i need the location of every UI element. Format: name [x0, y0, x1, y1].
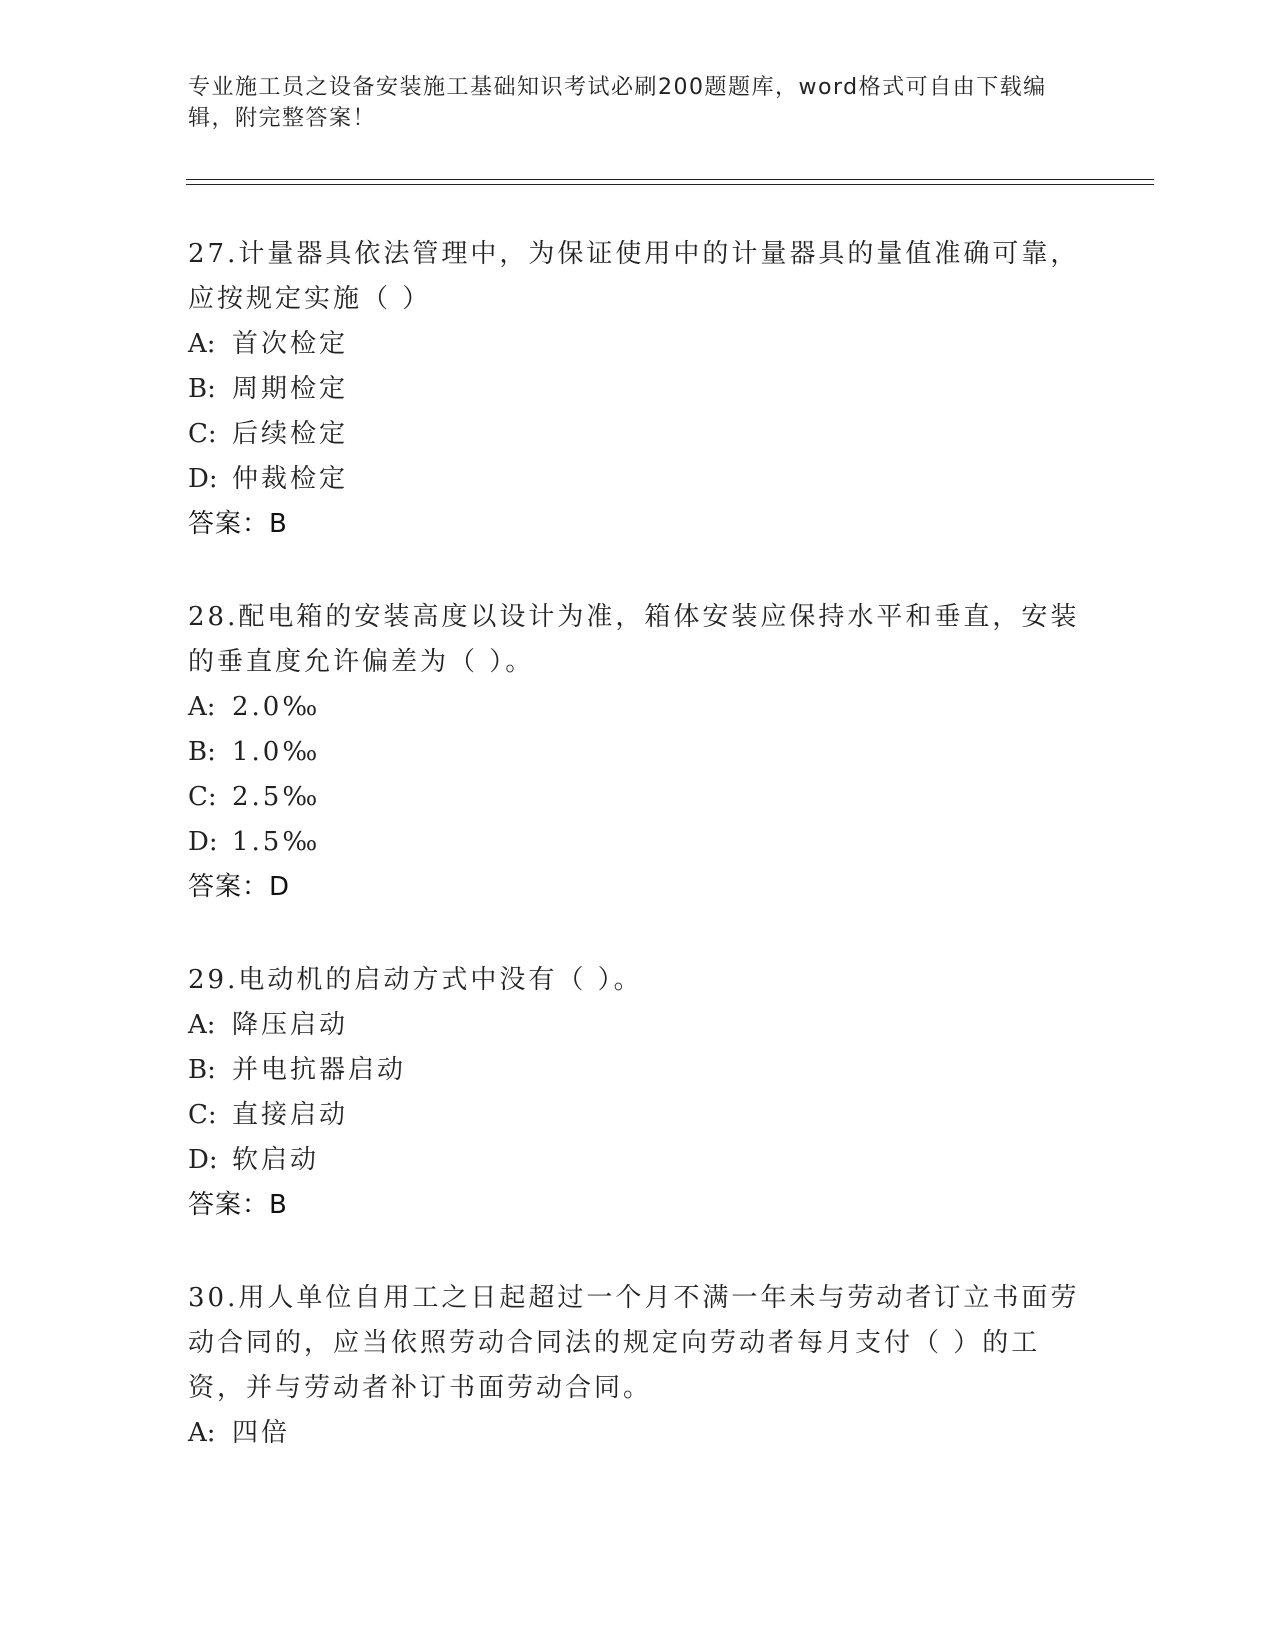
option-letter: A:	[188, 329, 216, 359]
option-a	[188, 1003, 1088, 1048]
option-letter: A:	[188, 1418, 216, 1448]
answer-value: B	[269, 509, 288, 539]
option-text: 1.5‰	[232, 827, 321, 857]
document-header: 专业施工员之设备安装施工基础知识考试必刷200题题库，word格式可自由下载编辑，附完整答案！	[188, 75, 1047, 131]
option-text: 并电抗器启动	[232, 1055, 407, 1085]
option-letter: C:	[188, 1100, 217, 1130]
option-letter: D:	[188, 464, 218, 494]
answer-label: 答案：	[188, 1190, 270, 1220]
option-text: 1.0‰	[232, 737, 321, 767]
option-b	[188, 367, 1088, 412]
option-c	[188, 1093, 1088, 1138]
option-text: 2.5‰	[232, 782, 321, 812]
question-28	[188, 595, 1088, 910]
option-b	[188, 1048, 1088, 1093]
option-letter: A:	[188, 692, 216, 722]
answer-value: B	[269, 1190, 288, 1220]
option-text: 2.0‰	[232, 692, 321, 722]
question-stem: 30.用人单位自用工之日起超过一个月不满一年未与劳动者订立书面劳动合同的，应当依照劳动合同法的规定向劳动者每月支付（ ）的工资，并与劳动者补订书面劳动合同。	[188, 1283, 1080, 1403]
option-b	[188, 730, 1088, 775]
option-d	[188, 1138, 1088, 1183]
option-a	[188, 1411, 1088, 1456]
option-letter: A:	[188, 1010, 216, 1040]
answer-label: 答案：	[188, 872, 270, 902]
question-stem: 28.配电箱的安装高度以设计为准，箱体安装应保持水平和垂直，安装的垂直度允许偏差为（ ）。	[188, 602, 1080, 677]
option-letter: D:	[188, 1145, 218, 1175]
option-letter: B:	[188, 1055, 216, 1085]
question-29	[188, 958, 1088, 1228]
answer-label: 答案：	[188, 509, 270, 539]
option-letter: C:	[188, 782, 217, 812]
header-rule-bottom	[186, 184, 1154, 185]
option-text: 后续检定	[232, 419, 349, 449]
option-text: 降压启动	[232, 1010, 349, 1040]
option-letter: D:	[188, 827, 218, 857]
answer-line	[188, 865, 1088, 910]
option-text: 四倍	[232, 1418, 291, 1448]
question-stem: 27.计量器具依法管理中，为保证使用中的计量器具的量值准确可靠，应按规定实施（ ）	[188, 239, 1080, 314]
option-c	[188, 775, 1088, 820]
question-stem: 29.电动机的启动方式中没有（ ）。	[188, 965, 643, 995]
question-27	[188, 232, 1088, 547]
question-30	[188, 1276, 1088, 1456]
option-letter: B:	[188, 374, 216, 404]
option-a	[188, 685, 1088, 730]
option-text: 周期检定	[232, 374, 349, 404]
option-d	[188, 457, 1088, 502]
answer-value: D	[269, 872, 291, 902]
header-rule-top	[186, 179, 1154, 180]
option-text: 首次检定	[232, 329, 349, 359]
answer-line	[188, 502, 1088, 547]
option-a	[188, 322, 1088, 367]
question-list	[188, 232, 1088, 1504]
option-text: 直接启动	[232, 1100, 349, 1130]
option-text: 仲裁检定	[232, 464, 349, 494]
option-c	[188, 412, 1088, 457]
option-letter: C:	[188, 419, 217, 449]
answer-line	[188, 1183, 1088, 1228]
option-d	[188, 820, 1088, 865]
option-letter: B:	[188, 737, 216, 767]
option-text: 软启动	[232, 1145, 320, 1175]
